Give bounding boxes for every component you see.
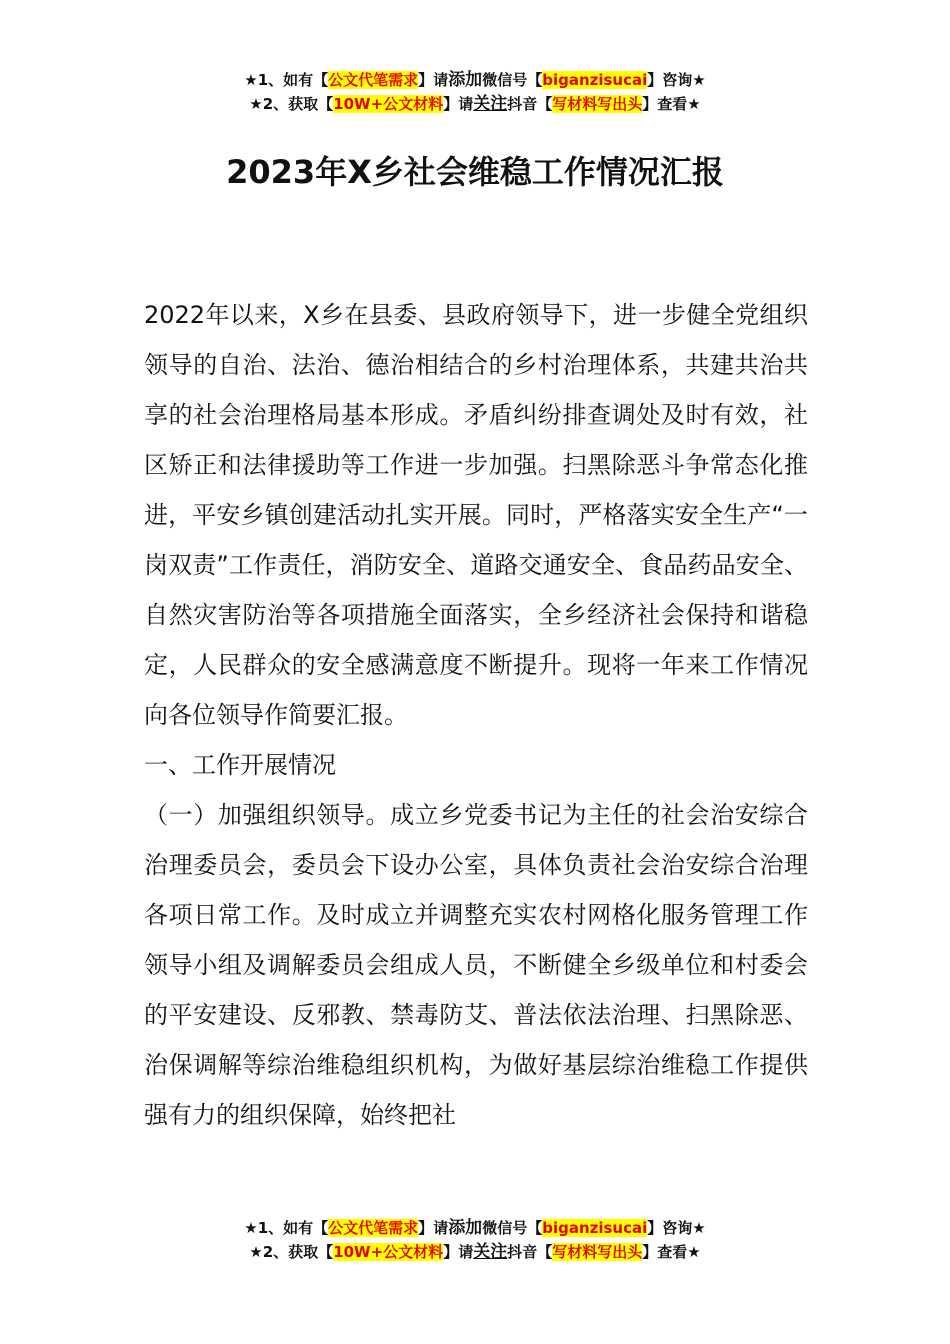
- promo-text: 】请: [443, 1243, 474, 1261]
- section-heading: 一、工作开展情况: [144, 751, 336, 779]
- promo-footer: [0, 1216, 950, 1264]
- intro-paragraph: 2022年以来，X乡在县委、县政府领导下，进一步健全党组织领导的自治、法治、德治相结合的乡村治理体系，共建共治共享的社会治理格局基本形成。矛盾纠纷排查调处及时有效，社区矫正和法律援助等工作进一步加强。扫黑除恶斗争常态化推进，平安乡镇创建活动扎实开展。同时，严格落实安全生产“一岗双责”工作责任，消防安全、道路交通安全、食品药品安全、自然灾害防治等各项措施全面落实，全乡经济社会保持和谐稳定，人民群众的安全感满意度不断提升。现将一年来工作情况向各位领导作简要汇报。: [144, 301, 808, 729]
- promo-highlight-materials: 10W+公文材料: [333, 95, 444, 113]
- promo-line-1: [0, 1216, 950, 1240]
- promo-text: 】请: [418, 71, 449, 89]
- promo-text: 】请: [418, 1219, 449, 1237]
- document-body: [144, 290, 808, 1140]
- promo-highlight-service: 公文代笔需求: [328, 71, 419, 89]
- promo-highlight-douyin: 写材料写出头: [552, 95, 643, 113]
- promo-text: 】咨询: [647, 1219, 693, 1237]
- promo-text: 2、获取【: [262, 95, 334, 113]
- promo-text: 】查看: [642, 95, 688, 113]
- star-icon: ★: [687, 1243, 701, 1261]
- star-icon: ★: [687, 95, 701, 113]
- promo-line-2: [0, 92, 950, 116]
- promo-emphasis: 添加: [448, 1218, 483, 1238]
- star-icon: ★: [692, 71, 706, 89]
- promo-text: 微信号【: [482, 1219, 543, 1237]
- promo-text: 】请: [443, 95, 474, 113]
- star-icon: ★: [249, 95, 263, 113]
- promo-highlight-wechat: biganzisucai: [542, 71, 648, 89]
- star-icon: ★: [692, 1219, 706, 1237]
- promo-emphasis-underlined: 关注: [473, 1242, 508, 1262]
- promo-text: 1、如有【: [257, 71, 329, 89]
- body-paragraph: （一）加强组织领导。成立乡党委书记为主任的社会治安综合治理委员会，委员会下设办公室，具体负责社会治安综合治理各项日常工作。及时成立并调整充实农村网格化服务管理工作领导小组及调解委员会组成人员，不断健全乡级单位和村委会的平安建设、反邪教、禁毒防艾、普法依法治理、扫黑除恶、治保调解等综治维稳组织机构，为做好基层综治维稳工作提供强有力的组织保障，始终把社: [144, 801, 808, 1129]
- promo-text: 抖音【: [507, 1243, 553, 1261]
- promo-line-1: [0, 68, 950, 92]
- promo-highlight-service: 公文代笔需求: [328, 1219, 419, 1237]
- promo-text: 】查看: [642, 1243, 688, 1261]
- promo-emphasis: 添加: [448, 70, 483, 90]
- promo-text: 1、如有【: [257, 1219, 329, 1237]
- promo-highlight-materials: 10W+公文材料: [333, 1243, 444, 1261]
- promo-highlight-wechat: biganzisucai: [542, 1219, 648, 1237]
- star-icon: ★: [249, 1243, 263, 1261]
- document-title: 2023年X乡社会维稳工作情况汇报: [226, 153, 724, 191]
- promo-text: 2、获取【: [262, 1243, 334, 1261]
- star-icon: ★: [244, 1219, 258, 1237]
- promo-header: [0, 68, 950, 116]
- promo-highlight-douyin: 写材料写出头: [552, 1243, 643, 1261]
- promo-text: 微信号【: [482, 71, 543, 89]
- promo-emphasis-underlined: 关注: [473, 94, 508, 114]
- promo-text: 】咨询: [647, 71, 693, 89]
- promo-text: 抖音【: [507, 95, 553, 113]
- star-icon: ★: [244, 71, 258, 89]
- promo-line-2: [0, 1240, 950, 1264]
